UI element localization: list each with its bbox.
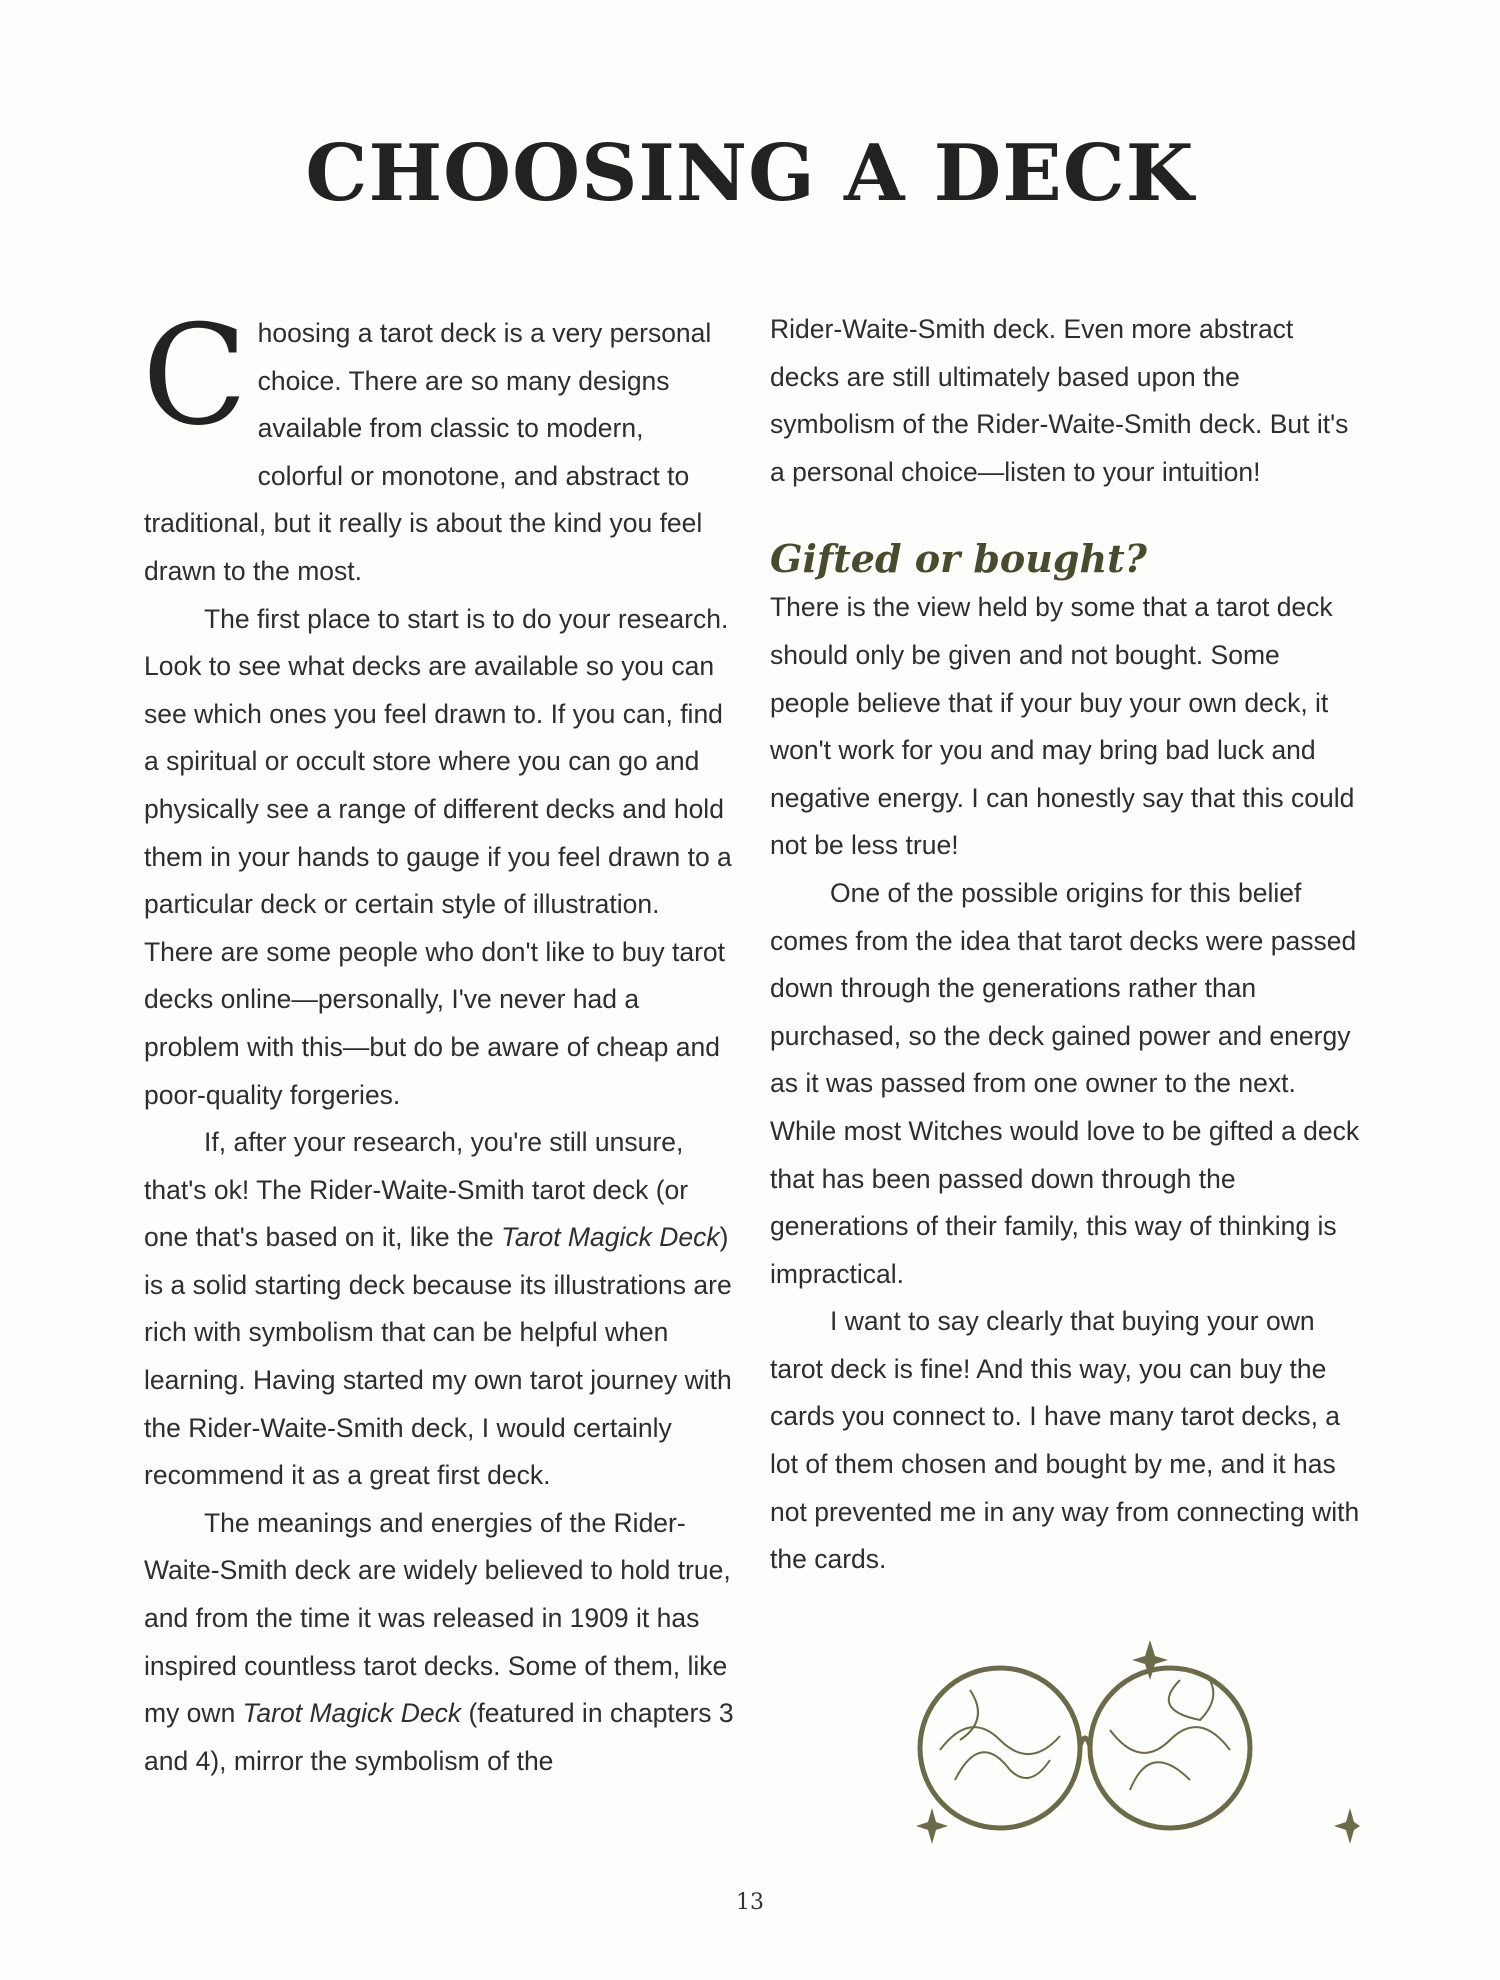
crystal-ball-spectacles-icon <box>900 1640 1360 1860</box>
left-column <box>142 295 734 1785</box>
paragraph-view: There is the view held by some that a tarot deck should only be given and not bought. Some people believe that if your buy your own deck, it won't work for you and may bring bad luck and negative energy. I can honestly say that this could not be less true! <box>770 592 1355 861</box>
paragraph-intro-text: hoosing a tarot deck is a very personal choice. There are so many designs available from classic to modern, colorful or monotone, and abstract to traditional, but it really is about the kind you feel drawn to the most. <box>144 318 712 586</box>
book-title: Tarot Magick Deck <box>242 1698 462 1729</box>
drop-cap: C <box>142 295 248 456</box>
left-lens <box>920 1668 1080 1828</box>
paragraph-continued: Rider-Waite-Smith deck. Even more abstract decks are still ultimately based upon the symbolism of the Rider-Waite-Smith deck. But it's a personal choice—listen to your intuition! <box>770 314 1349 487</box>
page-title: CHOOSING A DECK <box>305 128 1195 219</box>
paragraph-unsure: If, after your research, you're still unsure, that's ok! The Rider-Waite-Smith tarot deck (or one that's based on it, like the Tarot Magick Deck) is a solid starting deck because its illustrations are rich with symbolism that can be helpful when learning. Having started my own tarot journey with the Rider-Waite-Smith deck, I would certainly recommend it as a great first deck. <box>144 1127 732 1491</box>
book-title: Tarot Magick Deck <box>501 1222 720 1253</box>
bridge <box>1080 1738 1090 1746</box>
paragraph-intro <box>142 295 734 596</box>
paragraph-research: The first place to start is to do your research. Look to see what decks are available so you can see which ones you feel drawn to. If you can, find a spiritual or occult store where you can go and physically see a range of different decks and hold them in your hands to gauge if you feel drawn to a particular deck or certain style of illustration. There are some people who don't like to buy tarot decks online—personally, I've never had a problem with this—but do be aware of cheap and poor-quality forgeries. <box>144 603 732 1110</box>
paragraph-buying: I want to say clearly that buying your own tarot deck is fine! And this way, you can buy the cards you connect to. I have many tarot decks, a lot of them chosen and bought by me, and it has not prevented me in any way from connecting with the cards. <box>770 1306 1360 1575</box>
paragraph-meanings: The meanings and energies of the Rider-Waite-Smith deck are widely believed to hold true, and from the time it was released in 1909 it has inspired countless tarot decks. Some of them, like my own Tarot Magick Deck (featured in chapters 3 and 4), mirror the symbolism of the <box>144 1507 734 1776</box>
subheading-gifted: Gifted or bought? <box>770 536 1147 582</box>
right-column <box>770 306 1360 1584</box>
page-number: 13 <box>736 1890 764 1915</box>
paragraph-origins: One of the possible origins for this belief comes from the idea that tarot decks were passed down through the generations rather than purchased, so the deck gained power and energy as it was passed from one owner to the next. While most Witches would love to be gifted a deck that has been passed down through the generations of their family, this way of thinking is impractical. <box>770 877 1360 1289</box>
